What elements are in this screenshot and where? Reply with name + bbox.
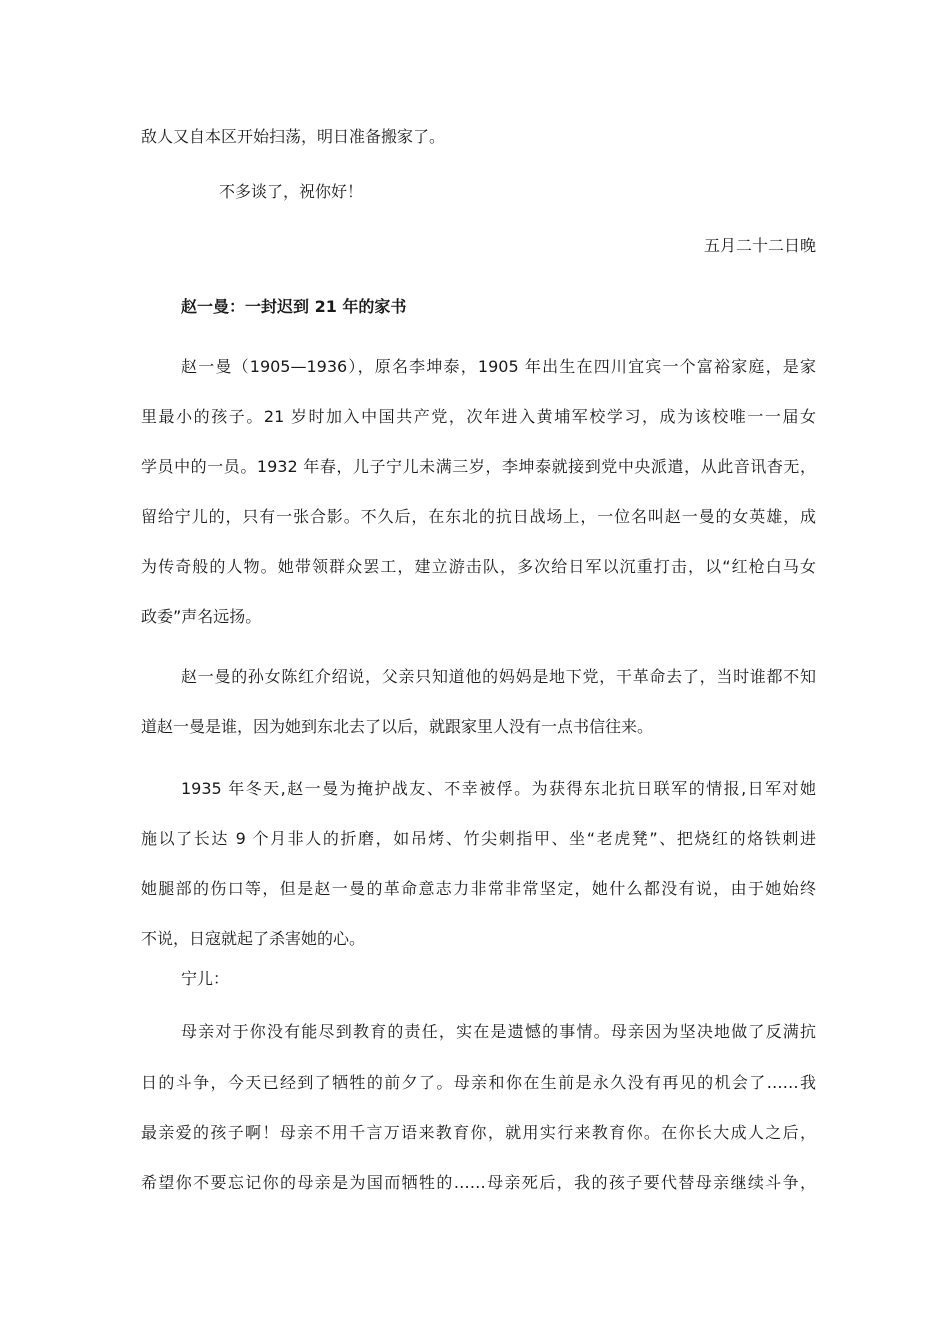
letter-salutation: 宁儿： — [181, 969, 230, 988]
paragraph-line: 不说，日寇就起了杀害她的心。 — [141, 929, 366, 948]
paragraph-line: 施以了长达 9 个月非人的折磨，如吊烤、竹尖刺指甲、坐“老虎凳”、把烧红的烙铁刺进 — [141, 829, 816, 848]
letter-line: 母亲对于你没有能尽到教育的责任，实在是遗憾的事情。母亲因为坚决地做了反满抗 — [181, 1022, 816, 1041]
paragraph-line: 里最小的孩子。21 岁时加入中国共产党，次年进入黄埔军校学习，成为该校唯一一届女 — [141, 407, 816, 426]
paragraph-line: 学员中的一员。1932 年春，儿子宁儿未满三岁，李坤泰就接到党中央派遣，从此音讯杳无， — [141, 457, 816, 476]
paragraph-line: 赵一曼（1905—1936），原名李坤泰，1905 年出生在四川宜宾一个富裕家庭，是家 — [181, 357, 816, 376]
letter-closing: 不多谈了，祝你好！ — [219, 182, 364, 201]
letter-line: 日的斗争，今天已经到了牺牲的前夕了。母亲和你在生前是永久没有再见的机会了……我 — [141, 1073, 816, 1092]
letter-date: 五月二十二日晚 — [703, 236, 816, 255]
letter-line: 敌人又自本区开始扫荡，明日准备搬家了。 — [141, 127, 446, 146]
paragraph-line: 留给宁儿的，只有一张合影。不久后，在东北的抗日战场上，一位名叫赵一曼的女英雄，成 — [141, 507, 816, 526]
paragraph-line: 1935 年冬天,赵一曼为掩护战友、不幸被俘。为获得东北抗日联军的情报,日军对她 — [181, 779, 816, 798]
paragraph-line: 政委”声名远扬。 — [141, 607, 262, 626]
paragraph-line: 她腿部的伤口等，但是赵一曼的革命意志力非常非常坚定，她什么都没有说，由于她始终 — [141, 879, 816, 898]
letter-line: 希望你不要忘记你的母亲是为国而牺牲的……母亲死后，我的孩子要代替母亲继续斗争， — [141, 1173, 816, 1192]
paragraph-line: 赵一曼的孙女陈红介绍说，父亲只知道他的妈妈是地下党，干革命去了，当时谁都不知 — [181, 667, 816, 686]
letter-line: 最亲爱的孩子啊！母亲不用千言万语来教育你，就用实行来教育你。在你长大成人之后， — [141, 1123, 816, 1142]
paragraph-line: 为传奇般的人物。她带领群众罢工，建立游击队，多次给日军以沉重打击，以“红枪白马女 — [141, 557, 816, 576]
paragraph-line: 道赵一曼是谁，因为她到东北去了以后，就跟家里人没有一点书信往来。 — [141, 717, 654, 736]
section-heading: 赵一曼：一封迟到 21 年的家书 — [181, 297, 407, 316]
